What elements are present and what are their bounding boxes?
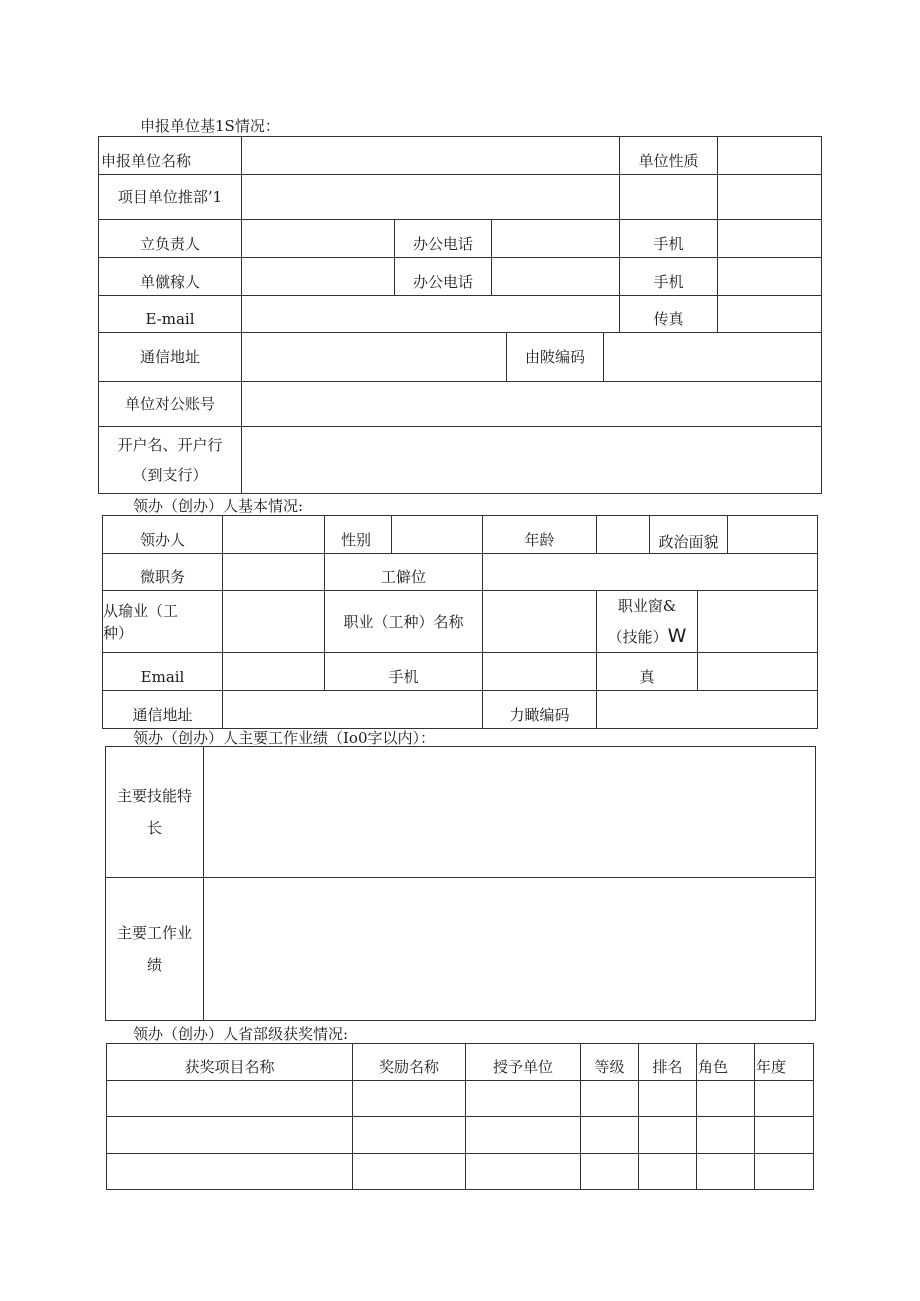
leader-info-table <box>102 515 818 729</box>
work-unit-label: 工僻位 <box>325 554 483 591</box>
leader-address-field[interactable] <box>223 691 483 729</box>
recommend-extra-field-2[interactable] <box>718 175 822 220</box>
political-field[interactable] <box>728 516 818 554</box>
bank-field[interactable] <box>242 427 822 494</box>
leader-mobile-label: 手机 <box>325 653 483 691</box>
recommend-dept-field[interactable] <box>242 175 620 220</box>
bank-label-line1: 开户名、开户行 <box>117 436 223 454</box>
achievements-label <box>106 878 204 1021</box>
gender-field[interactable] <box>392 516 483 554</box>
leader-email-field[interactable] <box>223 653 325 691</box>
skill-level-label <box>597 591 698 653</box>
mobile2-field[interactable] <box>718 258 822 296</box>
political-label: 政治面貌 <box>650 516 728 554</box>
section3-title: 领办（创办）人主要工作业绩（Io0字以内）： <box>133 729 436 747</box>
leader-fax-label: 真 <box>597 653 698 691</box>
email-field[interactable] <box>242 296 620 333</box>
lead-person-label: 立负责人 <box>99 220 242 258</box>
fax-label: 传真 <box>620 296 718 333</box>
office-phone-field[interactable] <box>492 220 620 258</box>
award-header-grantor: 授予单位 <box>466 1044 581 1081</box>
occupation-label-line1: 从瑜业（工 <box>103 601 179 620</box>
unit-info-table <box>98 136 822 494</box>
mobile-field[interactable] <box>718 220 822 258</box>
award-header-year: 年度 <box>755 1044 814 1081</box>
bank-label-line2: （到支行） <box>132 466 208 484</box>
award-cell[interactable] <box>697 1117 755 1154</box>
achievements-label-line2: 绩 <box>146 956 162 974</box>
skills-label-line1: 主要技能特 <box>116 787 192 805</box>
award-cell[interactable] <box>697 1081 755 1117</box>
section1-title: 申报单位基1S情况： <box>140 117 280 135</box>
award-cell[interactable] <box>353 1154 466 1190</box>
award-cell[interactable] <box>755 1081 814 1117</box>
skill-level-label-line1: 职业窗& <box>617 597 677 615</box>
gender-label: 性别 <box>325 516 392 554</box>
email-label: E-mail <box>99 296 242 333</box>
unit-name-label: 申报单位名称 <box>99 137 242 175</box>
skills-label-line2: 长 <box>146 819 162 837</box>
postcode-label: 由陂编码 <box>507 333 604 382</box>
award-cell[interactable] <box>466 1154 581 1190</box>
table-row <box>107 1081 814 1117</box>
award-header-grade: 等级 <box>581 1044 639 1081</box>
occupation-label-line2: 种） <box>103 623 134 642</box>
award-cell[interactable] <box>107 1154 353 1190</box>
skill-level-line2-text: （技能） <box>607 628 668 646</box>
award-header-award: 奖励名称 <box>353 1044 466 1081</box>
award-cell[interactable] <box>107 1117 353 1154</box>
achievements-label-line1: 主要工作业 <box>116 924 192 942</box>
age-label: 年龄 <box>483 516 597 554</box>
skill-level-field[interactable] <box>698 591 818 653</box>
award-cell[interactable] <box>639 1154 697 1190</box>
mobile2-label: 手机 <box>620 258 718 296</box>
skills-label <box>106 747 204 878</box>
leader-fax-field[interactable] <box>698 653 818 691</box>
award-cell[interactable] <box>353 1081 466 1117</box>
office-phone2-field[interactable] <box>492 258 620 296</box>
address-field[interactable] <box>242 333 507 382</box>
leader-address-label: 通信地址 <box>103 691 223 729</box>
occupation-name-label: 职业（工种）名称 <box>325 591 483 653</box>
skill-level-suffix: W <box>667 625 687 647</box>
award-header-role: 角色 <box>697 1044 755 1081</box>
leader-field[interactable] <box>223 516 325 554</box>
work-unit-field[interactable] <box>483 554 818 591</box>
occupation-name-field[interactable] <box>483 591 597 653</box>
award-header-project: 获奖项目名称 <box>107 1044 353 1081</box>
table-row <box>107 1154 814 1190</box>
award-cell[interactable] <box>755 1154 814 1190</box>
award-cell[interactable] <box>639 1081 697 1117</box>
position-label: 微职务 <box>103 554 223 591</box>
bank-label <box>99 427 242 494</box>
unit-name-field[interactable] <box>242 137 620 175</box>
mobile-label: 手机 <box>620 220 718 258</box>
leader-label: 领办人 <box>103 516 223 554</box>
achievements-field[interactable] <box>204 878 816 1021</box>
award-cell[interactable] <box>353 1117 466 1154</box>
award-cell[interactable] <box>466 1117 581 1154</box>
leader-postcode-label: 力瞰编码 <box>483 691 597 729</box>
office-phone2-label: 办公电话 <box>395 258 492 296</box>
award-cell[interactable] <box>581 1081 639 1117</box>
table-row <box>107 1117 814 1154</box>
award-cell[interactable] <box>107 1081 353 1117</box>
unit-nature-label: 单位性质 <box>620 137 718 175</box>
award-cell[interactable] <box>581 1154 639 1190</box>
skills-field[interactable] <box>204 747 816 878</box>
contact-person-field[interactable] <box>242 258 395 296</box>
address-label: 通信地址 <box>99 333 242 382</box>
postcode-field[interactable] <box>604 333 822 382</box>
lead-person-field[interactable] <box>242 220 395 258</box>
contact-person-label: 单僦稼人 <box>99 258 242 296</box>
section4-title: 领办（创办）人省部级获奖情况: <box>133 1025 349 1043</box>
award-cell[interactable] <box>755 1117 814 1154</box>
fax-field[interactable] <box>718 296 822 333</box>
award-cell[interactable] <box>466 1081 581 1117</box>
leader-email-label: Email <box>103 653 223 691</box>
section2-title: 领办（创办）人基本情况: <box>133 497 304 515</box>
award-cell[interactable] <box>697 1154 755 1190</box>
recommend-extra-field[interactable] <box>620 175 718 220</box>
skill-level-label-line2 <box>597 621 697 652</box>
award-cell[interactable] <box>581 1117 639 1154</box>
age-field[interactable] <box>597 516 650 554</box>
leader-mobile-field[interactable] <box>483 653 597 691</box>
award-header-rank: 排名 <box>639 1044 697 1081</box>
awards-table <box>106 1043 814 1190</box>
award-cell[interactable] <box>639 1117 697 1154</box>
office-phone-label: 办公电话 <box>395 220 492 258</box>
unit-nature-field[interactable] <box>718 137 822 175</box>
occupation-field[interactable] <box>223 591 325 653</box>
leader-postcode-field[interactable] <box>597 691 818 729</box>
occupation-label <box>103 591 223 653</box>
account-field[interactable] <box>242 382 822 427</box>
account-label: 单位对公账号 <box>99 382 242 427</box>
position-field[interactable] <box>223 554 325 591</box>
performance-table <box>105 746 816 1021</box>
recommend-dept-label: 项目单位推部’1 <box>99 175 242 220</box>
